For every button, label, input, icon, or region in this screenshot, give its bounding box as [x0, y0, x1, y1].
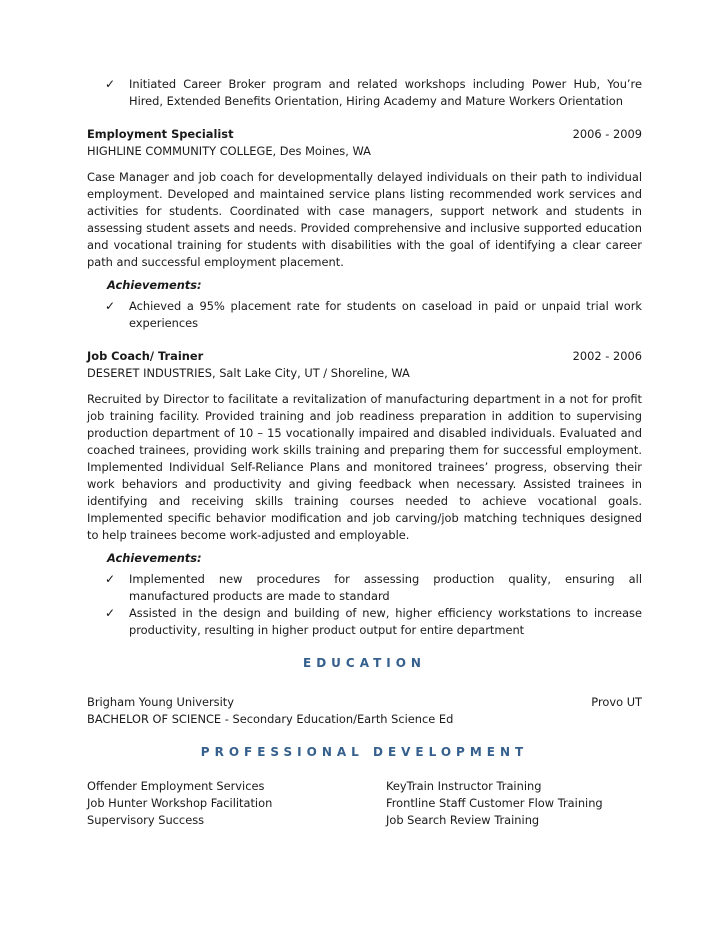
job-organization: DESERET INDUSTRIES, Salt Lake City, UT / Shoreline, WA [87, 366, 410, 380]
achievements-label: Achievements: [107, 551, 202, 565]
resume-page [87, 76, 642, 829]
pd-item: Offender Employment Services [87, 779, 265, 793]
professional-development-heading: PROFESSIONAL DEVELOPMENT [200, 745, 529, 759]
job-title: Employment Specialist [87, 127, 234, 141]
job-header [87, 348, 642, 365]
job-description: Case Manager and job coach for developmentally delayed individuals on their path to individual employment. Developed and maintained service plans listing recommended work services and activities for students. Coordinated with case managers, support network and students in assessing student assets and needs. Provided comprehensive and inclusive supported education and vocational training for students with disabilities with the goal of identifying a clear career path and successful employment placement. [87, 170, 642, 269]
job-entry [87, 348, 642, 639]
education-row [87, 694, 642, 711]
achievement-item: ✓ Achieved a 95% placement rate for students on caseload in paid or unpaid trial work experiences [105, 299, 642, 330]
achievements-list [87, 571, 642, 639]
job-organization: HIGHLINE COMMUNITY COLLEGE, Des Moines, WA [87, 144, 371, 158]
job-header [87, 126, 642, 143]
job-dates: 2002 - 2006 [572, 349, 642, 363]
achievements-list [87, 298, 642, 332]
job-title: Job Coach/ Trainer [87, 349, 204, 363]
checkmark-icon: ✓ [105, 77, 116, 91]
degree: BACHELOR OF SCIENCE - Secondary Education/Earth Science Ed [87, 712, 454, 726]
school-location: Provo UT [591, 695, 642, 709]
job-dates: 2006 - 2009 [572, 127, 642, 141]
school-name: Brigham Young University [87, 695, 234, 709]
checkmark-icon: ✓ [105, 299, 116, 313]
professional-development-list [87, 778, 642, 829]
pd-item: Frontline Staff Customer Flow Training [386, 796, 603, 810]
pd-item: Job Search Review Training [386, 813, 540, 827]
pd-item: Supervisory Success [87, 813, 205, 827]
checkmark-icon: ✓ [105, 572, 116, 586]
previous-role-bullets [87, 76, 642, 110]
achievement-item: ✓ Assisted in the design and building of new, higher efficiency workstations to increase productivity, resulting in higher product output for entire department [105, 606, 642, 637]
job-description: Recruited by Director to facilitate a revitalization of manufacturing department in a not for profit job training facility. Provided training and job readiness preparation in addition to supervising production department of 10 – 15 vocationally impaired and disabled individuals. Evaluated and coached trainees, providing work skills training and preparing them for successful employment. Implemented Individual Self-Reliance Plans and monitored trainees’ progress, observing their work behaviors and productivity and giving feedback when necessary. Assisted trainees in identifying and receiving skills training courses needed to achieve vocational goals. Implemented specific behavior modification and job carving/job matching techniques designed to help trainees become work-adjusted and employable. [87, 392, 642, 542]
checkmark-icon: ✓ [105, 606, 116, 620]
pd-item: Job Hunter Workshop Facilitation [87, 796, 273, 810]
achievements-label: Achievements: [107, 278, 202, 292]
bullet-item: ✓ Initiated Career Broker program and related workshops including Power Hub, You’re Hired, Extended Benefits Orientation, Hiring Academy and Mature Workers Orientation [105, 77, 642, 108]
achievement-item: ✓ Implemented new procedures for assessing production quality, ensuring all manufactured products are made to standard [105, 572, 642, 603]
pd-item: KeyTrain Instructor Training [386, 779, 542, 793]
job-entry [87, 126, 642, 332]
education-heading: EDUCATION [303, 656, 426, 670]
